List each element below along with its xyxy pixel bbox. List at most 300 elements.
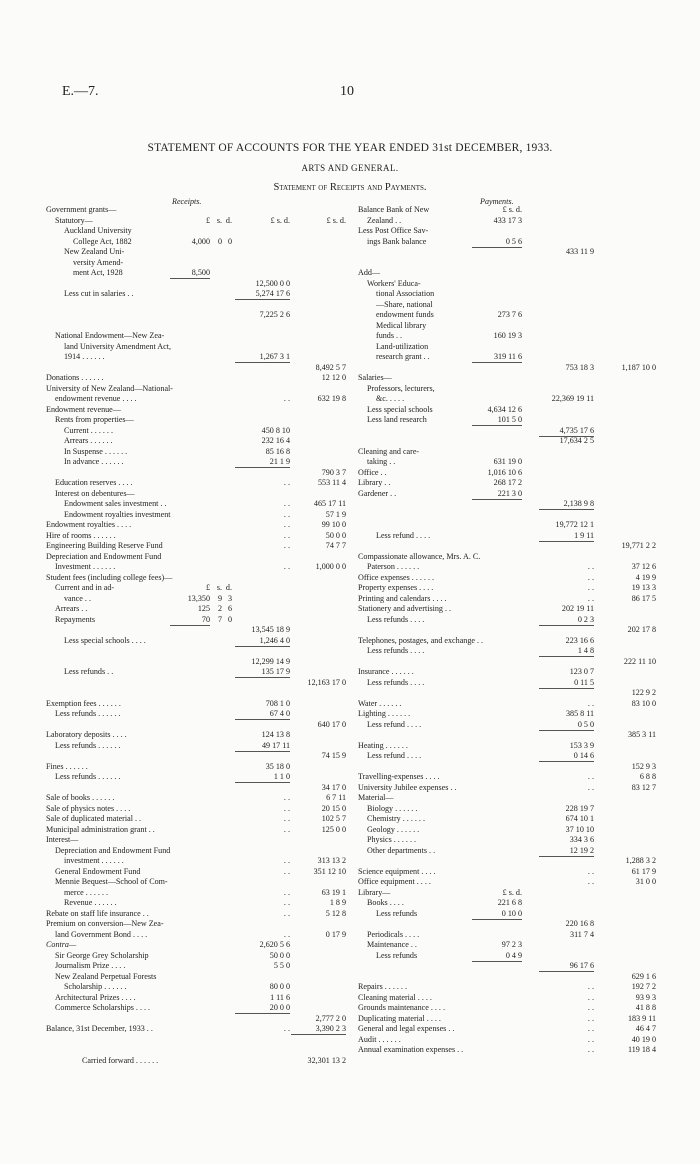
payments-amount-b: 2,138 9 8 (563, 499, 594, 508)
receipts-amount-e: 632 19 8 (317, 394, 346, 403)
receipts-amount-e: 0 17 9 (325, 929, 346, 939)
payments-row (358, 331, 662, 342)
payments-label: Duplicating material . . . . (358, 1013, 441, 1023)
payments-column (358, 205, 662, 1056)
payments-row (358, 216, 662, 227)
receipts-amount-d: 20 0 0 (269, 1003, 290, 1012)
receipts-row (46, 226, 350, 237)
payments-label: Lighting . . . . . . (358, 709, 411, 718)
payments-amount-b: 22,369 19 11 (551, 394, 594, 403)
receipts-amount-d: 35 18 0 (265, 761, 290, 771)
receipts-row (46, 331, 350, 342)
receipts-amount-a: 4,000 (191, 236, 210, 246)
payments-label: research grant . . (376, 352, 430, 361)
receipts-row (46, 247, 350, 258)
payments-row (358, 478, 662, 489)
payments-row (358, 1035, 662, 1046)
receipts-row (46, 783, 350, 794)
receipts-row (46, 625, 350, 636)
receipts-amount-e: 465 17 11 (313, 499, 346, 508)
payments-row (358, 835, 662, 846)
payments-amount-b: 0 5 0 (577, 719, 594, 729)
payments-amount-c: 61 17 9 (631, 866, 656, 876)
receipts-label: Contra— (46, 940, 77, 949)
receipts-label: Architectural Prizes . . . . (55, 992, 136, 1002)
payments-amount-b: . . (587, 1003, 594, 1012)
payments-row (358, 688, 662, 699)
payments-row (358, 321, 662, 332)
payments-amount-b: . . (587, 1045, 594, 1054)
payments-amount-b: . . (587, 698, 594, 708)
payments-amount-a: 97 2 3 (501, 940, 522, 949)
payments-amount-a: 160 19 3 (493, 331, 522, 340)
payments-amount-b: . . (587, 562, 594, 571)
payments-amount-b: 202 19 11 (561, 604, 594, 613)
payments-row (358, 373, 662, 384)
payments-amount-b: . . (587, 866, 594, 876)
payments-label: Physics . . . . . . (367, 835, 417, 844)
receipts-row (46, 405, 350, 416)
receipts-amount-c: 3 (227, 593, 232, 603)
payments-amount-c: 86 17 5 (631, 593, 656, 603)
payments-label: endowment funds (376, 310, 434, 319)
receipts-row (46, 489, 350, 500)
receipts-label: Engineering Building Reserve Fund (46, 541, 163, 550)
receipts-row (46, 646, 350, 657)
payments-amount-b: . . (587, 782, 594, 792)
payments-amount-c: 83 12 7 (631, 782, 656, 792)
payments-row (358, 1024, 662, 1035)
payments-row (358, 594, 662, 605)
payments-amount-b: 228 19 7 (565, 803, 594, 813)
receipts-label: In advance . . . . . . (64, 457, 124, 466)
payments-amount-c: 6 8 8 (639, 772, 656, 781)
receipts-row (46, 930, 350, 941)
payments-label: Professors, lecturers, (367, 383, 435, 393)
receipts-amount-d: . . (283, 887, 290, 897)
receipts-row (46, 898, 350, 909)
payments-label: Salaries— (358, 373, 392, 382)
receipts-amount-d: 12,299 14 9 (251, 656, 290, 666)
receipts-row (46, 384, 350, 395)
receipts-label: investment . . . . . . (64, 856, 124, 865)
receipts-row (46, 657, 350, 668)
payments-row (358, 279, 662, 290)
payments-row (358, 499, 662, 510)
payments-row (358, 646, 662, 657)
payments-amount-a: £ s. d. (502, 887, 522, 897)
statement-title: STATEMENT OF ACCOUNTS FOR THE YEAR ENDED 31st DECEMBER, 1933. (147, 142, 553, 154)
payments-label: Less refunds (376, 908, 418, 918)
receipts-label: land Government Bond . . . . (55, 929, 148, 939)
payments-row (358, 888, 662, 899)
receipts-amount-e: 63 19 1 (321, 887, 346, 897)
receipts-label: Sale of books . . . . . . (46, 793, 115, 802)
receipts-label: Carried forward . . . . . . (82, 1055, 159, 1065)
receipts-label: Depreciation and Endowment Fund (55, 845, 171, 855)
receipts-row (46, 615, 350, 626)
payments-row (358, 909, 662, 920)
payments-amount-c: 40 19 0 (631, 1034, 656, 1044)
payments-label: Telephones, postages, and exchange . . (358, 635, 484, 645)
payments-label: tional Association (376, 289, 435, 298)
receipts-amount-d: £ s. d. (270, 215, 290, 225)
receipts-amount-d: . . (283, 562, 290, 571)
payments-label: Less land research (367, 415, 427, 424)
receipts-label: University of New Zealand—National- (46, 383, 173, 393)
payments-row (358, 310, 662, 321)
receipts-label: Auckland University (64, 226, 132, 235)
receipts-amount-e: 553 11 4 (317, 478, 346, 487)
payments-label: Less refunds (376, 950, 418, 960)
receipts-amount-a: £ (205, 583, 210, 592)
receipts-label: Less refunds . . . . . . (55, 772, 121, 781)
receipts-amount-e: 50 0 0 (325, 530, 346, 540)
payments-row (358, 342, 662, 353)
payments-amount-b: . . (587, 583, 594, 592)
payments-row (358, 982, 662, 993)
payments-row (358, 363, 662, 374)
receipts-label: Rebate on staff life insurance . . (46, 908, 149, 918)
receipts-row (46, 804, 350, 815)
receipts-amount-d: . . (283, 929, 290, 939)
receipts-amount-d: 135 17 9 (261, 667, 290, 676)
payments-heading: Payments. (480, 197, 514, 206)
payments-amount-b: . . (587, 1013, 594, 1023)
receipts-row (46, 1035, 350, 1046)
payments-row (358, 237, 662, 248)
receipts-amount-d: 67 4 0 (269, 709, 290, 718)
payments-label: Library . . (358, 478, 391, 487)
payments-row (358, 730, 662, 741)
payments-row (358, 258, 662, 269)
payments-amount-b: . . (587, 877, 594, 886)
payments-amount-a: 221 3 0 (497, 488, 522, 498)
payments-amount-b: 220 16 8 (565, 919, 594, 928)
receipts-row (46, 583, 350, 594)
payments-amount-b: 123 0 7 (569, 667, 594, 676)
receipts-label: Depreciation and Endowment Fund (46, 551, 162, 561)
payments-amount-c: 119 18 4 (627, 1045, 656, 1054)
receipts-row (46, 573, 350, 584)
receipts-amount-d: 1,267 3 1 (259, 352, 290, 361)
receipts-label: Donations . . . . . . (46, 373, 104, 382)
receipts-label: ment Act, 1928 (73, 268, 123, 277)
receipts-label: Mennie Bequest—School of Com- (55, 877, 168, 886)
receipts-row (46, 436, 350, 447)
receipts-amount-a: 70 (201, 614, 210, 624)
receipts-label: Endowment royalties investment (64, 509, 171, 519)
receipts-row (46, 972, 350, 983)
receipts-row (46, 678, 350, 689)
payments-amount-b: 334 3 6 (569, 835, 594, 844)
receipts-amount-b: 7 (217, 614, 222, 624)
receipts-label: Scholarship . . . . . . (64, 982, 127, 991)
payments-row (358, 205, 662, 216)
receipts-label: Endowment royalties . . . . (46, 520, 132, 529)
payments-row (358, 709, 662, 720)
payments-label: funds . . (376, 331, 403, 340)
receipts-heading: Receipts. (172, 197, 202, 206)
receipts-row (46, 1056, 350, 1067)
receipts-row (46, 426, 350, 437)
receipts-amount-d: 2,620 5 6 (259, 940, 290, 949)
receipts-row (46, 793, 350, 804)
receipts-row (46, 961, 350, 972)
receipts-amount-d: . . (283, 394, 290, 403)
receipts-row (46, 268, 350, 279)
receipts-amount-d: 232 16 4 (261, 436, 290, 445)
receipts-row (46, 216, 350, 227)
payments-amount-b: . . (587, 772, 594, 781)
payments-row (358, 415, 662, 426)
receipts-label: Premium on conversion—New Zea- (46, 919, 164, 928)
page-number: 10 (340, 84, 354, 99)
receipts-amount-e: 74 7 7 (325, 541, 346, 550)
payments-row (358, 384, 662, 395)
payments-row (358, 405, 662, 416)
receipts-label: Less refunds . . (64, 667, 114, 676)
payments-amount-b: . . (587, 593, 594, 603)
payments-row (358, 814, 662, 825)
receipts-label: Sale of duplicated material . . (46, 814, 142, 823)
payments-label: Geology . . . . . . (367, 824, 420, 834)
receipts-row (46, 468, 350, 479)
payments-row (358, 930, 662, 941)
payments-amount-b: 311 7 4 (570, 929, 594, 939)
payments-amount-a: 273 7 6 (497, 310, 522, 319)
payments-amount-c: 31 0 0 (635, 877, 656, 886)
receipts-amount-e: 74 15 9 (321, 751, 346, 760)
receipts-row (46, 1014, 350, 1025)
receipts-label: Journalism Prize . . . . (55, 961, 126, 970)
payments-amount-c: 222 11 10 (623, 656, 656, 666)
receipts-label: Student fees (including college fees)— (46, 572, 173, 582)
payments-amount-b: 753 18 3 (565, 362, 594, 372)
receipts-amount-e: 12 12 0 (321, 373, 346, 382)
payments-amount-a: 221 6 8 (497, 898, 522, 907)
payments-row (358, 300, 662, 311)
receipts-row (46, 510, 350, 521)
receipts-amount-d: . . (283, 803, 290, 813)
receipts-amount-d: 80 0 0 (269, 982, 290, 991)
receipts-row (46, 909, 350, 920)
payments-row (358, 762, 662, 773)
payments-row (358, 951, 662, 962)
payments-row (358, 699, 662, 710)
receipts-amount-d: . . (283, 866, 290, 876)
payments-label: Paterson . . . . . . (367, 562, 420, 571)
payments-amount-c: 41 8 8 (635, 1003, 656, 1012)
payments-amount-b: 223 16 6 (565, 635, 594, 645)
section-subtitle: ARTS AND GENERAL. (301, 163, 399, 173)
payments-amount-c: 183 9 11 (627, 1013, 656, 1023)
payments-label: Cleaning and care- (358, 446, 420, 456)
payments-amount-c: 152 9 3 (631, 761, 656, 771)
payments-amount-b: 153 3 9 (569, 740, 594, 750)
payments-amount-b: 19,772 12 1 (555, 520, 594, 529)
receipts-label: Less refunds . . . . . . (55, 709, 121, 718)
receipts-amount-e: 20 15 0 (321, 803, 346, 813)
receipts-label: versity Amend- (73, 257, 124, 267)
receipts-row (46, 1024, 350, 1035)
receipts-label: New Zealand Perpetual Forests (55, 971, 157, 981)
receipts-amount-e: 1 8 9 (329, 898, 346, 907)
payments-amount-b: . . (587, 982, 594, 991)
payments-label: Less special schools (367, 404, 433, 414)
payments-row (358, 1003, 662, 1014)
payments-amount-b: 0 2 3 (577, 614, 594, 624)
section-heading: Statement of Receipts and Payments. (273, 182, 427, 193)
payments-amount-a: £ s. d. (502, 205, 522, 214)
payments-row (358, 877, 662, 888)
payments-label: Medical library (376, 320, 427, 330)
payments-row (358, 436, 662, 447)
receipts-row (46, 552, 350, 563)
receipts-amount-d: . . (283, 793, 290, 802)
receipts-row (46, 352, 350, 363)
payments-label: Compassionate allowance, Mrs. A. C. (358, 551, 481, 561)
receipts-amount-d: . . (283, 478, 290, 487)
receipts-row (46, 867, 350, 878)
receipts-label: Repayments (55, 614, 96, 624)
receipts-amount-b: s. (216, 215, 222, 225)
receipts-label: Current . . . . . . (64, 425, 114, 435)
payments-amount-c: 19,771 2 2 (621, 541, 656, 550)
payments-row (358, 541, 662, 552)
payments-amount-c: 1,187 10 0 (621, 362, 656, 372)
receipts-amount-d: 450 8 10 (261, 425, 290, 435)
receipts-row (46, 762, 350, 773)
receipts-label: Sir George Grey Scholarship (55, 950, 149, 960)
receipts-amount-a: 13,350 (187, 593, 210, 603)
receipts-label: endowment revenue . . . . (55, 394, 137, 403)
payments-row (358, 426, 662, 437)
receipts-amount-e: 32,301 13 2 (307, 1055, 346, 1065)
receipts-amount-e: 99 10 0 (321, 520, 346, 529)
receipts-label: National Endowment—New Zea- (55, 331, 165, 340)
receipts-amount-c: 0 (227, 614, 232, 624)
payments-row (358, 268, 662, 279)
receipts-amount-e: 57 1 9 (325, 509, 346, 519)
payments-amount-b: 12 19 2 (569, 845, 594, 855)
receipts-label: Hire of rooms . . . . . . (46, 530, 116, 540)
payments-label: Add— (358, 268, 381, 277)
receipts-amount-d: 1,246 4 0 (259, 635, 290, 645)
payments-amount-a: 1,016 10 6 (487, 467, 522, 477)
receipts-label: General Endowment Fund (55, 866, 141, 876)
receipts-label: Arrears . . (55, 604, 88, 613)
receipts-amount-d: 708 1 0 (265, 698, 290, 708)
payments-amount-a: 101 5 0 (497, 415, 522, 424)
receipts-amount-d: 21 1 9 (269, 457, 290, 466)
receipts-amount-e: 351 12 10 (313, 866, 346, 876)
payments-label: Less Post Office Sav- (358, 226, 429, 235)
payments-row (358, 846, 662, 857)
receipts-amount-d: . . (283, 898, 290, 907)
payments-row (358, 457, 662, 468)
payments-amount-a: 0 5 6 (505, 236, 522, 246)
receipts-label: Interest— (46, 835, 79, 844)
payments-label: Office . . (358, 467, 387, 477)
receipts-label: Commerce Scholarships . . . . (55, 1003, 151, 1012)
receipts-row (46, 310, 350, 321)
payments-label: Less refund . . . . (367, 719, 422, 729)
payments-amount-b: 0 14 6 (573, 751, 594, 760)
payments-label: Repairs . . . . . . (358, 982, 408, 991)
receipts-row (46, 541, 350, 552)
payments-label: Grounds maintenance . . . . (358, 1003, 445, 1012)
payments-label: Annual examination expenses . . (358, 1045, 464, 1054)
payments-label: Office expenses . . . . . . (358, 572, 435, 582)
receipts-amount-b: 2 (217, 604, 222, 613)
payments-row (358, 226, 662, 237)
payments-amount-a: 0 4 9 (505, 950, 522, 960)
payments-amount-c: 192 7 2 (631, 982, 656, 991)
payments-amount-a: 268 17 2 (493, 478, 522, 487)
receipts-amount-b: 0 (217, 236, 222, 246)
payments-label: Less refund . . . . (367, 751, 422, 760)
receipts-label: Municipal administration grant . . (46, 824, 155, 834)
payments-row (358, 993, 662, 1004)
payments-amount-c: 202 17 8 (627, 625, 656, 634)
payments-amount-c: 37 12 6 (631, 562, 656, 571)
receipts-amount-d: . . (283, 1024, 290, 1033)
receipts-amount-c: 6 (227, 604, 232, 613)
receipts-amount-d: 49 17 11 (261, 740, 290, 750)
receipts-row (46, 825, 350, 836)
receipts-amount-d: . . (283, 908, 290, 918)
receipts-label: Government grants— (46, 205, 117, 214)
receipts-row (46, 835, 350, 846)
payments-amount-b: 433 11 9 (565, 247, 594, 256)
payments-label: Balance Bank of New (358, 205, 430, 214)
receipts-amount-d: 5 5 0 (273, 961, 290, 970)
payments-amount-b: 385 8 11 (565, 709, 594, 718)
receipts-row (46, 342, 350, 353)
payments-row (358, 972, 662, 983)
payments-row (358, 510, 662, 521)
receipts-row (46, 636, 350, 647)
payments-label: Zealand . . (367, 215, 402, 225)
payments-label: Chemistry . . . . . . (367, 814, 426, 823)
payments-label: Periodicals . . . . (367, 929, 420, 939)
receipts-amount-e: 313 13 2 (317, 856, 346, 865)
payments-amount-c: 385 3 11 (627, 730, 656, 739)
receipts-row (46, 289, 350, 300)
receipts-label: Balance, 31st December, 1933 . . (46, 1024, 153, 1033)
page-reference: E.—7. (62, 84, 99, 99)
payments-amount-b: . . (587, 1024, 594, 1033)
receipts-amount-d: . . (283, 530, 290, 540)
receipts-amount-e: 5 12 8 (325, 908, 346, 918)
receipts-amount-d: 7,225 2 6 (259, 310, 290, 319)
payments-row (358, 520, 662, 531)
payments-amount-a: 319 11 6 (493, 352, 522, 361)
receipts-amount-a: £ (205, 215, 210, 225)
payments-amount-b: 674 10 1 (565, 814, 594, 823)
receipts-row (46, 279, 350, 290)
receipts-row (46, 363, 350, 374)
receipts-label: New Zealand Uni- (64, 247, 125, 256)
payments-amount-b: 4,735 17 6 (559, 425, 594, 435)
payments-row (358, 667, 662, 678)
receipts-row (46, 877, 350, 888)
receipts-label: In Suspense . . . . . . (64, 446, 128, 456)
payments-row (358, 961, 662, 972)
payments-row (358, 489, 662, 500)
payments-row (358, 720, 662, 731)
